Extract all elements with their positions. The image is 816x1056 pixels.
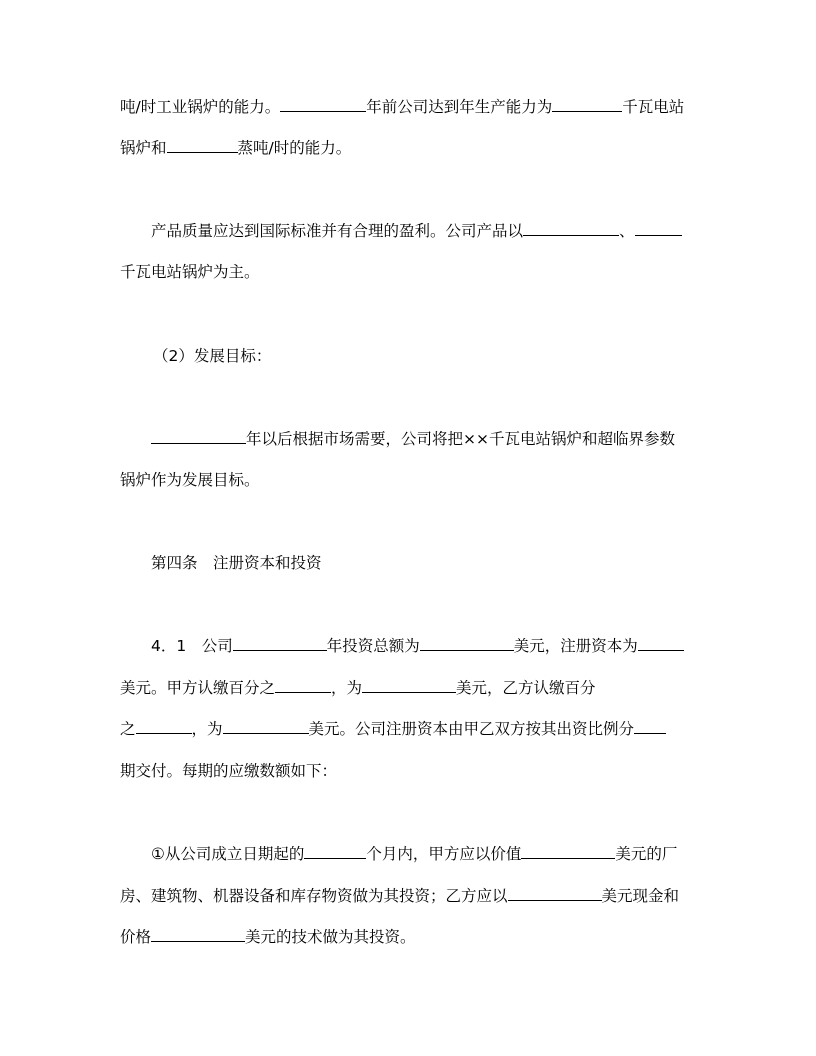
text-segment: 个月内，甲方应以价值: [366, 845, 522, 863]
fill-in-blank: [223, 719, 309, 734]
text-segment: 美元现金和: [601, 887, 680, 905]
text-segment: 美元，乙方认缴百分: [456, 679, 596, 697]
fill-in-blank: [521, 844, 615, 859]
section-2-heading: [153, 345, 733, 367]
text-segment: 千瓦电站: [622, 98, 685, 116]
text-segment: ①从公司成立日期起的: [151, 845, 305, 863]
paragraph-1-line-1: [120, 96, 700, 118]
fill-in-blank: [552, 97, 622, 112]
fill-in-blank: [635, 221, 682, 236]
text-segment: 、: [619, 222, 635, 240]
text-segment: 房、建筑物、机器设备和库存物资做为其投资；乙方应以: [120, 887, 508, 905]
fill-in-blank: [362, 678, 456, 693]
fill-in-blank: [420, 636, 514, 651]
paragraph-4-line-4: [120, 760, 700, 782]
text-segment: 美元的技术做为其投资。: [245, 928, 416, 946]
text-segment: 产品质量应达到国际标准并有合理的盈利。公司产品以: [151, 222, 524, 240]
heading-text: （2）发展目标：: [153, 347, 272, 365]
text-segment: ，为: [191, 720, 223, 738]
fill-in-blank: [508, 886, 602, 901]
fill-in-blank: [638, 636, 684, 651]
text-segment: 之: [120, 720, 136, 738]
paragraph-4-line-2: [120, 677, 700, 699]
text-segment: 年投资总额为: [326, 637, 420, 655]
text-segment: 年前公司达到年生产能力为: [366, 98, 553, 116]
text-segment: 期交付。每期的应缴数额如下：: [120, 762, 338, 780]
text-segment: 美元。公司注册资本由甲乙双方按其出资比例分: [308, 720, 635, 738]
paragraph-1-line-2: [120, 137, 700, 159]
text-segment: 锅炉和: [120, 139, 167, 157]
paragraph-3-line-2: [120, 469, 700, 491]
fill-in-blank: [634, 719, 666, 734]
paragraph-4-line-1: [151, 635, 731, 657]
text-segment: 美元，注册资本为: [513, 637, 638, 655]
text-segment: ，为: [331, 679, 363, 697]
paragraph-4-line-3: [120, 718, 700, 740]
text-segment: 年以后根据市场需要，公司将把××千瓦电站锅炉和超临界参数: [246, 430, 675, 448]
text-segment: 吨/时工业锅炉的能力。: [120, 98, 281, 116]
paragraph-3-line-1: [151, 428, 731, 450]
text-segment: 锅炉作为发展目标。: [120, 471, 260, 489]
paragraph-2-line-2: [120, 261, 700, 283]
fill-in-blank: [151, 429, 246, 444]
article-4-heading: [151, 552, 731, 574]
text-segment: 千瓦电站锅炉为主。: [120, 263, 260, 281]
fill-in-blank: [151, 927, 245, 942]
text-segment: 蒸吨/时的能力。: [237, 139, 352, 157]
text-segment: 美元。甲方认缴百分之: [120, 679, 276, 697]
paragraph-5-line-2: [120, 885, 700, 907]
fill-in-blank: [523, 221, 619, 236]
fill-in-blank: [167, 138, 238, 153]
heading-text: 第四条 注册资本和投资: [151, 554, 322, 572]
paragraph-5-line-1: [151, 843, 731, 865]
fill-in-blank: [280, 97, 366, 112]
fill-in-blank: [136, 719, 192, 734]
paragraph-5-line-3: [120, 926, 700, 948]
fill-in-blank: [275, 678, 331, 693]
paragraph-2-line-1: [151, 220, 731, 242]
fill-in-blank: [304, 844, 366, 859]
text-segment: 价格: [120, 928, 152, 946]
fill-in-blank: [233, 636, 327, 651]
text-segment: 美元的厂: [615, 845, 678, 863]
text-segment: 4．1 公司: [151, 637, 233, 655]
